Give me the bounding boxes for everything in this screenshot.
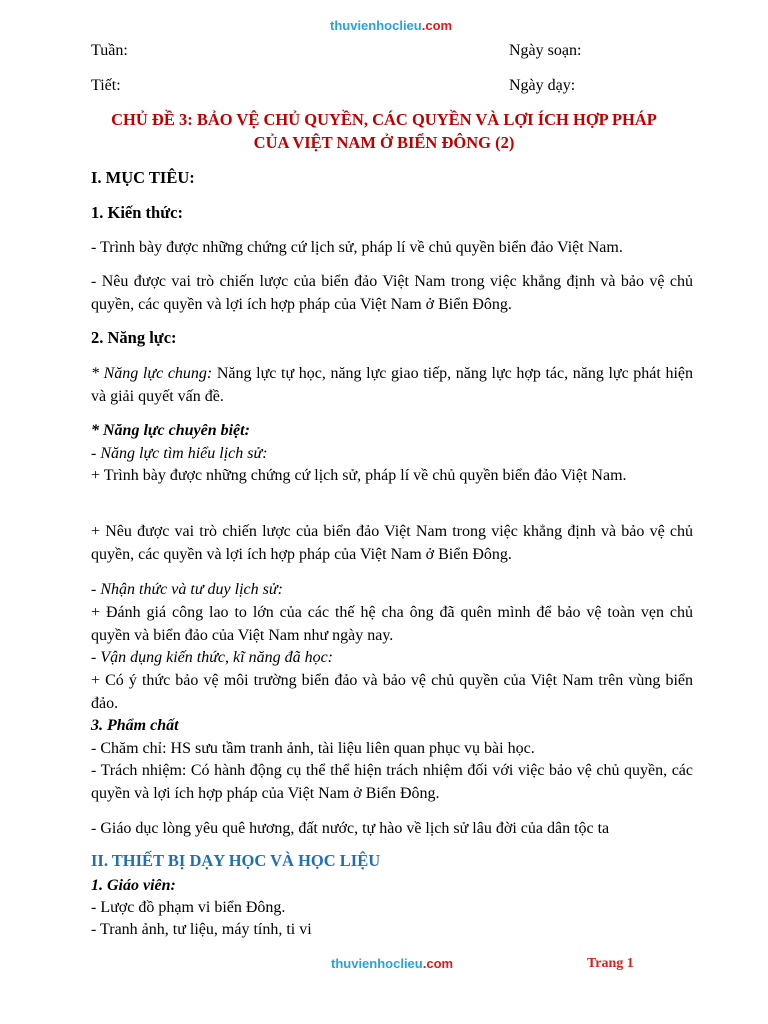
specific-1-item-a: + Trình bày được những chứng cứ lịch sử, pháp lí về chủ quyền biển đảo Việt Nam. bbox=[91, 467, 627, 484]
footer-brand[interactable] bbox=[331, 956, 453, 971]
teacher-item-2: - Tranh ảnh, tư liệu, máy tính, ti vi bbox=[91, 921, 312, 938]
knowledge-item-1: - Trình bày được những chứng cứ lịch sử, pháp lí về chủ quyền biển đảo Việt Nam. bbox=[91, 239, 623, 256]
teacher-heading: 1. Giáo viên: bbox=[91, 877, 176, 894]
specific-1-item-b: + Nêu được vai trò chiến lược của biển đảo Việt Nam trong việc khẳng định và bảo vệ chủ quyền, các quyền và lợi ích hợp pháp của Việt Nam ở Biển Đông. bbox=[91, 523, 693, 563]
section1-heading: I. MỤC TIÊU: bbox=[91, 168, 195, 187]
header-brand-name: thuvienhoclieu bbox=[330, 18, 422, 33]
quality-heading: 3. Phẩm chất bbox=[91, 717, 179, 734]
specific-3-item-a: + Có ý thức bảo vệ môi trường biển đảo và bảo vệ chủ quyền của Việt Nam trên vùng biển đảo. bbox=[91, 672, 693, 712]
meta-tiet: Tiết: bbox=[91, 77, 121, 94]
quality-item-1: - Chăm chỉ: HS sưu tầm tranh ảnh, tài liệu liên quan phục vụ bài học. bbox=[91, 740, 535, 757]
competence-heading: 2. Năng lực: bbox=[91, 328, 177, 347]
header-brand[interactable] bbox=[330, 18, 452, 33]
knowledge-item-2: - Nêu được vai trò chiến lược của biển đảo Việt Nam trong việc khẳng định và bảo vệ chủ quyền, các quyền và lợi ích hợp pháp của Việt Nam ở Biển Đông. bbox=[91, 273, 693, 313]
specific-3-label: - Vận dụng kiến thức, kĩ năng đã học: bbox=[91, 649, 333, 666]
specific-competence-heading: * Năng lực chuyên biệt: bbox=[91, 422, 250, 439]
section2-heading: II. THIẾT BỊ DẠY HỌC VÀ HỌC LIỆU bbox=[91, 851, 381, 870]
general-competence bbox=[91, 362, 693, 408]
footer-brand-name: thuvienhoclieu bbox=[331, 956, 423, 971]
specific-2-item-a: + Đánh giá công lao to lớn của các thế hệ cha ông đã quên mình để bảo vệ toàn vẹn chủ quyền và biển đảo của Việt Nam như ngày nay. bbox=[91, 604, 693, 644]
quality-item-2: - Trách nhiệm: Có hành động cụ thể thể hiện trách nhiệm đối với việc bảo vệ chủ quyền, các quyền và lợi ích hợp pháp của Việt Nam ở Biển Đông. bbox=[91, 762, 693, 802]
meta-ngay-soan: Ngày soạn: bbox=[509, 42, 582, 59]
quality-item-3: - Giáo dục lòng yêu quê hương, đất nước, tự hào về lịch sử lâu đời của dân tộc ta bbox=[91, 820, 610, 837]
specific-1-label: - Năng lực tìm hiểu lịch sử: bbox=[91, 445, 268, 462]
document-title-line1: CHỦ ĐỀ 3: BẢO VỆ CHỦ QUYỀN, CÁC QUYỀN VÀ LỢI ÍCH HỢP PHÁP bbox=[111, 110, 657, 129]
knowledge-heading: 1. Kiến thức: bbox=[91, 203, 183, 222]
meta-tuan: Tuần: bbox=[91, 42, 128, 59]
footer-brand-tld: .com bbox=[422, 956, 454, 971]
specific-2-label: - Nhận thức và tư duy lịch sử: bbox=[91, 581, 283, 598]
document-title-line2: CỦA VIỆT NAM Ở BIỂN ĐÔNG (2) bbox=[253, 133, 515, 152]
header-brand-tld: .com bbox=[421, 18, 453, 33]
page-number: Trang 1 bbox=[587, 956, 634, 971]
meta-ngay-day: Ngày dạy: bbox=[509, 77, 576, 94]
general-competence-label: * Năng lực chung: bbox=[91, 365, 213, 382]
teacher-item-1: - Lược đồ phạm vi biển Đông. bbox=[91, 899, 286, 916]
general-competence-text: Năng lực tự học, năng lực giao tiếp, năng lực hợp tác, năng lực phát hiện và giải quyết vấn đề. bbox=[91, 365, 694, 405]
